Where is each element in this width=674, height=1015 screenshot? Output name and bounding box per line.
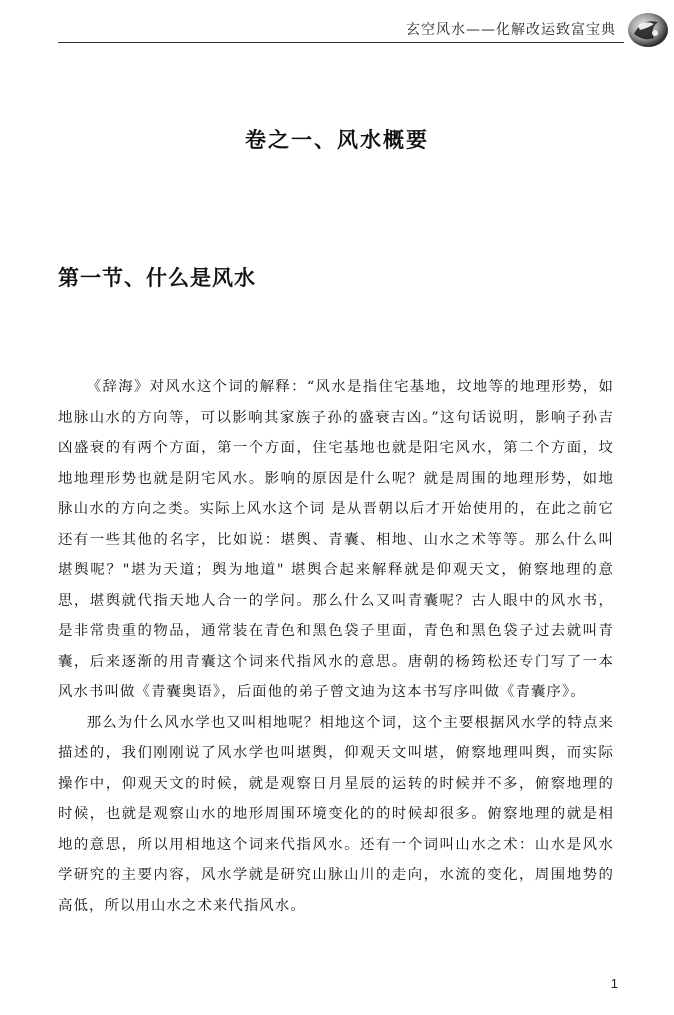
header-rule bbox=[58, 42, 624, 43]
paragraph: 那么为什么风水学也又叫相地呢？相地这个词，这个主要根据风水学的特点来描述的，我们刚刚说了风水学也叫堪舆，仰观天文叫堪，俯察地理叫舆，而实际操作中，仰观天文的时候，就是观察日月星辰的运转的时候并不多，俯察地理的时候，也就是观察山水的地形周围环境变化的的时候却很多。俯察地理的就是相地的意思，所以用相地这个词来代指风水。还有一个词叫山水之术：山水是风水学研究的主要内容，风水学就是研究山脉山川的走向，水流的变化，周围地势的高低，所以用山水之术来代指风水。 bbox=[58, 714, 614, 914]
chapter-title: 卷之一、风水概要 bbox=[245, 127, 429, 152]
paragraph: 《辞海》对风水这个词的解释：“风水是指住宅基地，坟地等的地理形势，如地脉山水的方向等，可以影响其家族子孙的盛衰吉凶。”这句话说明，影响子孙吉凶盛衰的有两个方面，第一个方面，住宅基地也就是阳宅风水，第二个方面，坟地地理形势也就是阴宅风水。影响的原因是什么呢？就是周围的地理形势，如地脉山水的方向之类。实际上风水这个词 是从晋朝以后才开始使用的，在此之前它还有一些其他的名字，比如说：堪舆、青囊、相地、山水之术等等。那么什么叫堪舆呢？"堪为天道；舆为地道" 堪舆合起来解释就是仰观天文，俯察地理的意思，堪舆就代指天地人合一的学问。那么什么又叫青囊呢？古人眼中的风水书，是非常贵重的物品，通常装在青色和黑色袋子里面，青色和黑色袋子过去就叫青囊，后来逐渐的用青囊这个词来代指风水的意思。唐朝的杨筠松还专门写了一本风水书叫做《青囊奥语》，后面他的弟子曾文迪为这本书写序叫做《青囊序》。 bbox=[58, 379, 614, 700]
page-number: 1 bbox=[610, 976, 618, 991]
page-header bbox=[0, 0, 674, 48]
section-title: 第一节、什么是风水 bbox=[58, 265, 256, 290]
header-title: 玄空风水——化解改运致富宝典 bbox=[406, 22, 616, 38]
yin-yang-stone-icon bbox=[624, 8, 670, 50]
body-text bbox=[58, 372, 614, 921]
